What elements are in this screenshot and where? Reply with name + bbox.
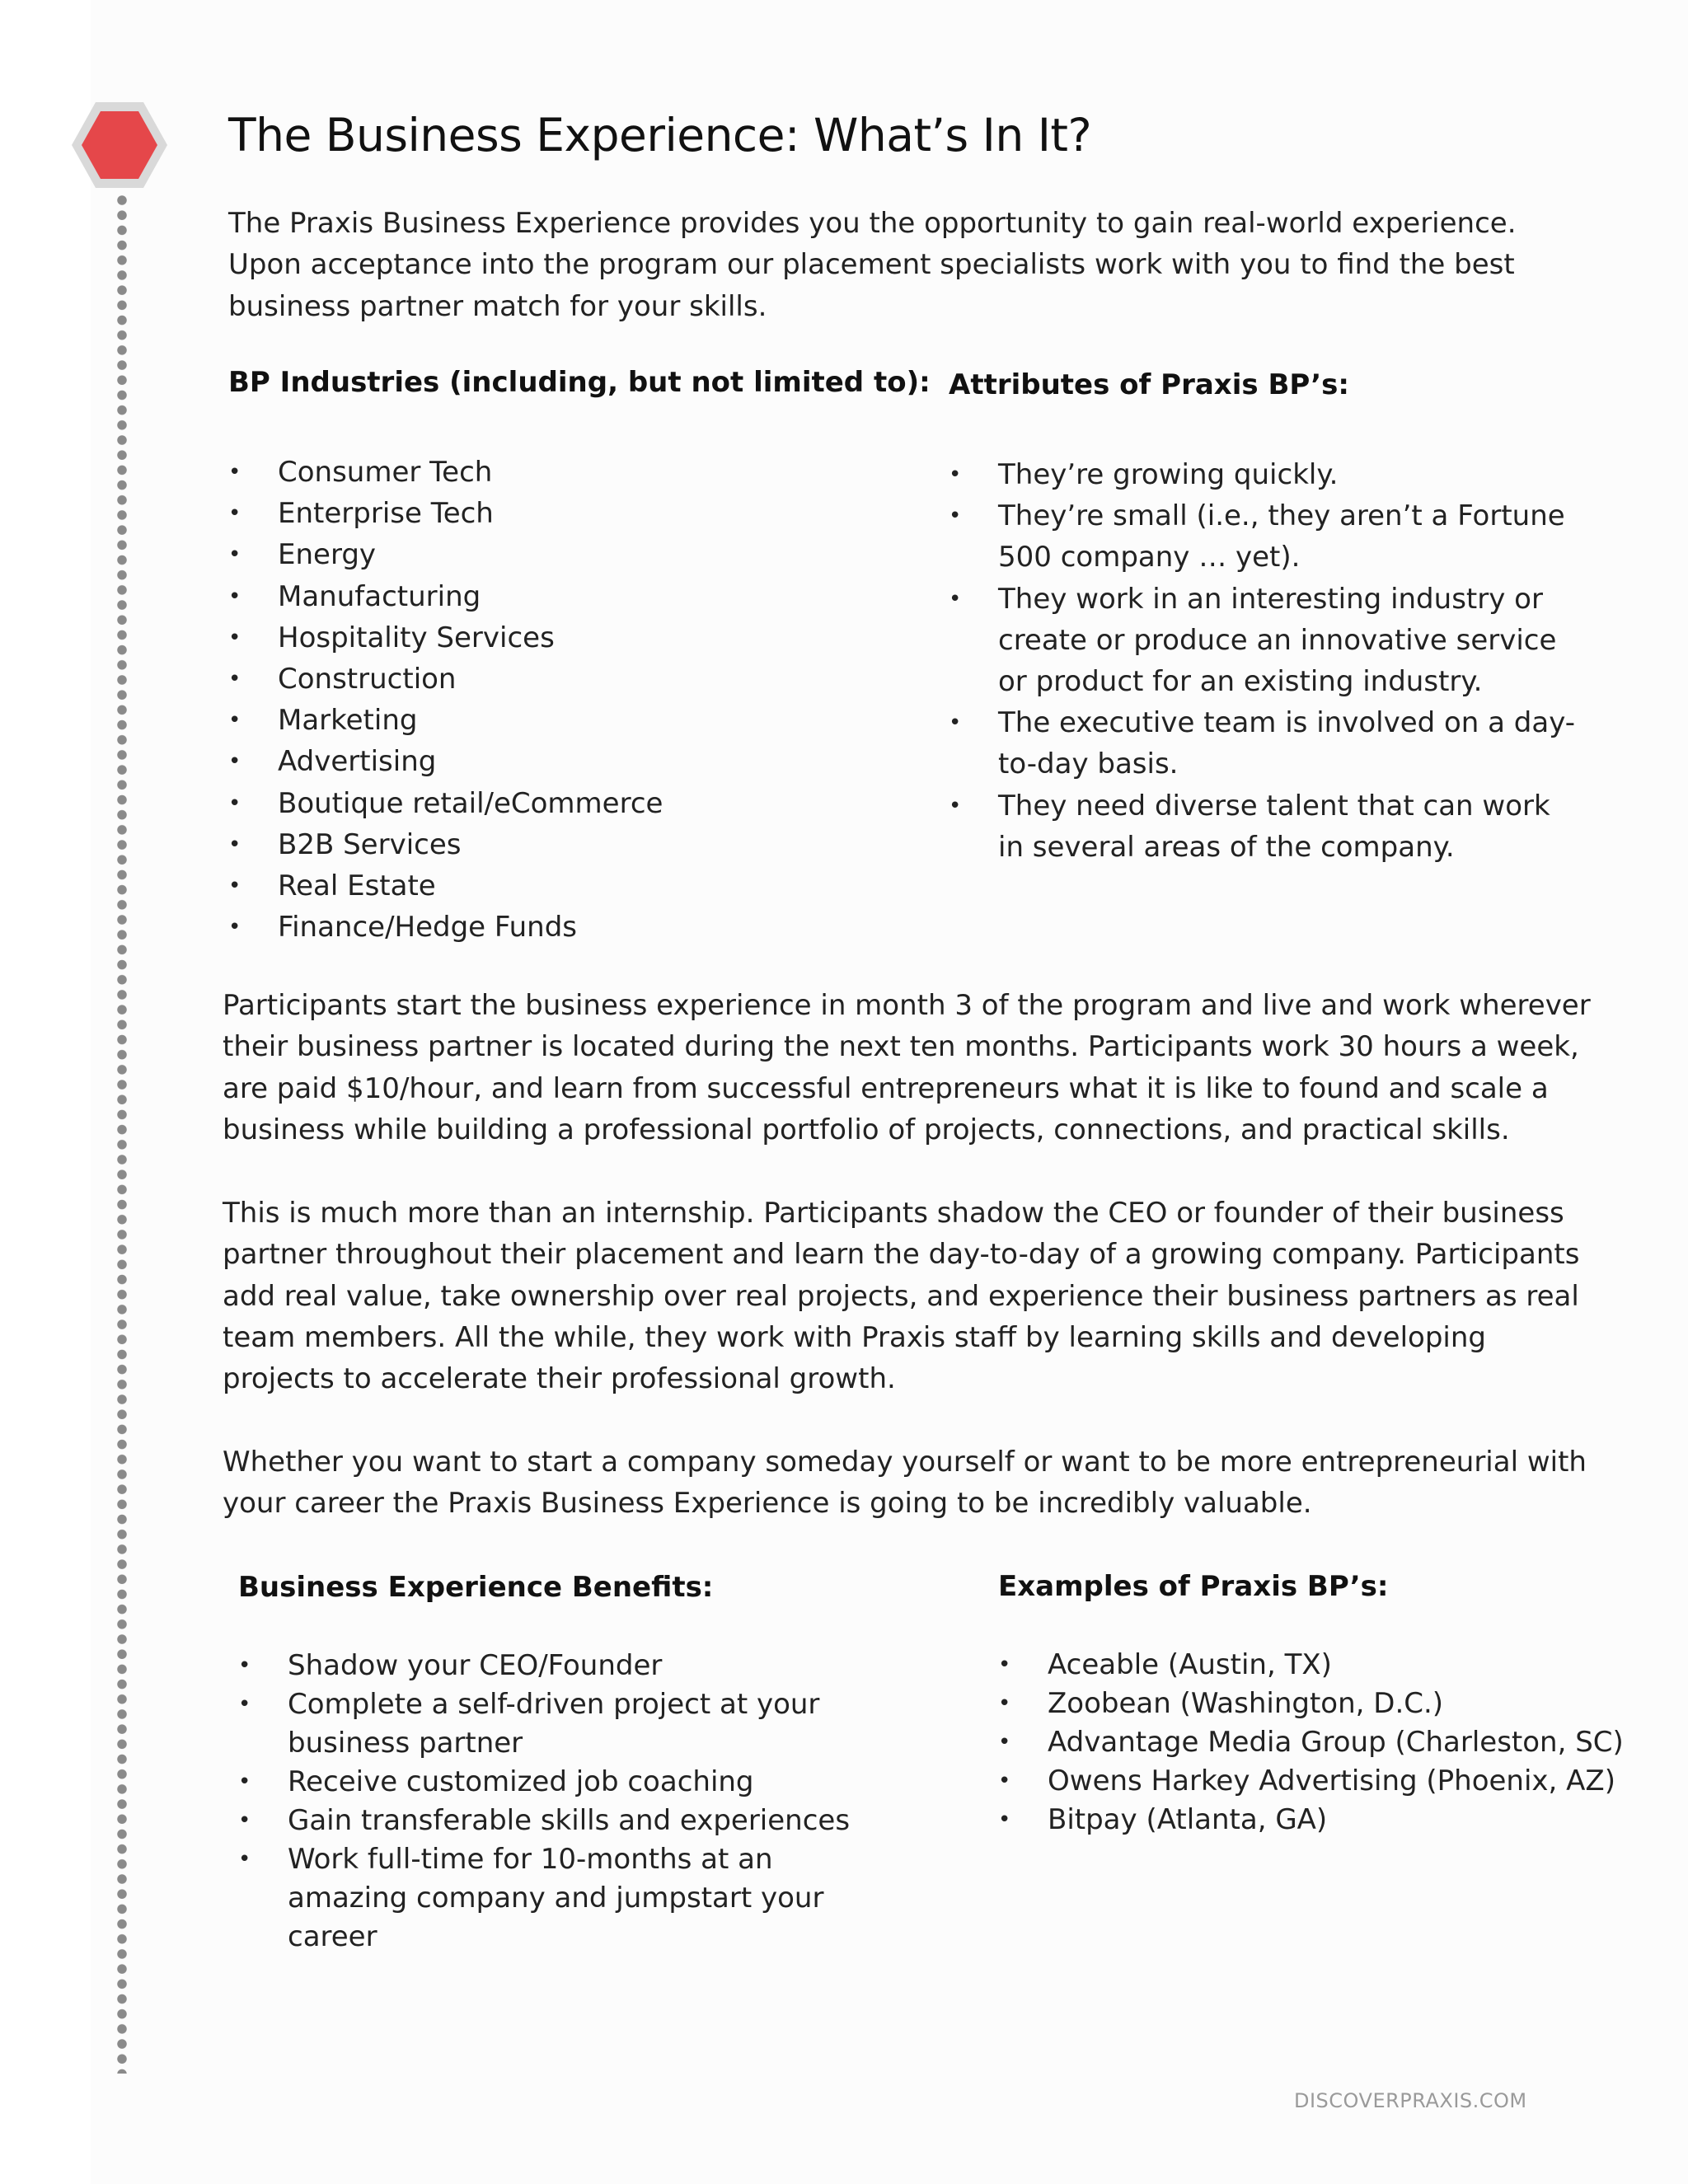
benefits-heading: Business Experience Benefits: xyxy=(238,1571,714,1604)
list-item: • Zoobean (Washington, D.C.) xyxy=(998,1685,1674,1723)
list-item: • Shadow your CEO/Founder xyxy=(238,1647,898,1685)
list-item: • Aceable (Austin, TX) xyxy=(998,1646,1674,1685)
examples-list xyxy=(998,1646,1674,1840)
list-item: • Consumer Tech xyxy=(228,452,888,493)
dotted-timeline xyxy=(116,194,128,2074)
list-item: • Receive customized job coaching xyxy=(238,1763,898,1802)
list-item: • Energy xyxy=(228,534,888,575)
hexagon-marker-fill xyxy=(82,111,157,179)
list-item: • They’re growing quickly. xyxy=(949,454,1575,495)
attributes-list xyxy=(949,454,1575,868)
list-item: • Marketing xyxy=(228,700,888,741)
list-item: • Finance/Hedge Funds xyxy=(228,907,888,948)
attributes-heading: Attributes of Praxis BP’s: xyxy=(949,368,1349,401)
industries-list xyxy=(228,452,888,948)
list-item: • Real Estate xyxy=(228,865,888,907)
list-item: • B2B Services xyxy=(228,824,888,865)
footer-url: DISCOVERPRAXIS.COM xyxy=(1294,2089,1527,2112)
list-item: • Advantage Media Group (Charleston, SC) xyxy=(998,1723,1674,1762)
list-item: • Bitpay (Atlanta, GA) xyxy=(998,1801,1674,1840)
list-item: • They’re small (i.e., they aren’t a Fortune 500 company … yet). xyxy=(949,495,1575,578)
list-item: • Complete a self-driven project at your business partner xyxy=(238,1685,898,1763)
list-item: • The executive team is involved on a day-to-day basis. xyxy=(949,702,1575,785)
list-item: • Owens Harkey Advertising (Phoenix, AZ) xyxy=(998,1762,1674,1801)
list-item: • Boutique retail/eCommerce xyxy=(228,783,888,824)
body-paragraph: This is much more than an internship. Participants shadow the CEO or founder of their business partner throughout their placement and learn the day-to-day of a growing company. Participants add real value, take ownership over real projects, and experience their business partners as real team members. All the while, they work with Praxis staff by learning skills and developing projects to accelerate their professional growth. xyxy=(223,1197,1580,1396)
list-item: • Manufacturing xyxy=(228,576,888,617)
examples-heading: Examples of Praxis BP’s: xyxy=(998,1570,1389,1603)
list-item: • They work in an interesting industry or create or produce an innovative service or product for an existing industry. xyxy=(949,579,1575,703)
list-item: • Construction xyxy=(228,658,888,700)
list-item: • They need diverse talent that can work in several areas of the company. xyxy=(949,785,1575,868)
list-item: • Hospitality Services xyxy=(228,617,888,658)
body-paragraph: Whether you want to start a company someday yourself or want to be more entrepreneurial with your career the Praxis Business Experience is going to be incredibly valuable. xyxy=(223,1446,1587,1521)
list-item: • Work full-time for 10-months at an amazing company and jumpstart your career xyxy=(238,1840,898,1957)
body-paragraph: Participants start the business experience in month 3 of the program and live and work wherever their business partner is located during the next ten months. Participants work 30 hours a week, are paid $10/hour, and learn from successful entrepreneurs what it is like to found and scale a business while building a professional portfolio of projects, connections, and practical skills. xyxy=(223,989,1591,1146)
page-title: The Business Experience: What’s In It? xyxy=(228,109,1092,162)
industries-heading: BP Industries (including, but not limited to): xyxy=(228,366,931,399)
list-item: • Advertising xyxy=(228,741,888,782)
intro-paragraph: The Praxis Business Experience provides you the opportunity to gain real-world experience. Upon acceptance into the program our placement specialists work with you to find the best business partner match for your skills. xyxy=(228,207,1517,323)
list-item: • Enterprise Tech xyxy=(228,493,888,534)
benefits-list xyxy=(238,1647,898,1957)
list-item: • Gain transferable skills and experiences xyxy=(238,1802,898,1840)
